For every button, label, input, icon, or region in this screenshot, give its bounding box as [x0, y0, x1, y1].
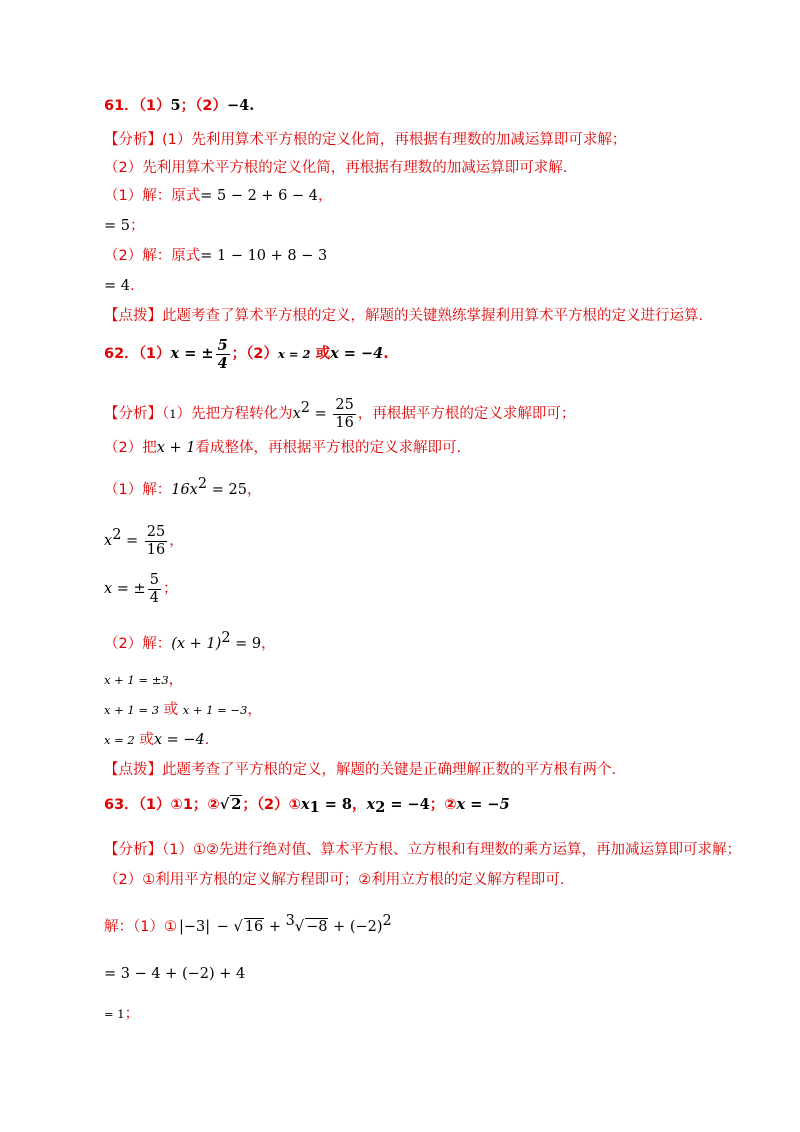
q62-solution-4: （2）解：$(x + 1)^2 = 9$，: [104, 630, 276, 652]
q62-solution-1: （1）解：$16x^2 = 25$，: [104, 476, 262, 498]
q61-solution-2-result: = 4.: [104, 278, 135, 294]
q62-answer: 62．（1）x = ± $\frac{5}{4}$ ；（2）x = 2 或x = −4.: [104, 336, 389, 372]
q61-solution-1-result: = 5；: [104, 218, 145, 234]
q62-answer-fraction: $\frac{5}{4}$: [217, 336, 228, 372]
q62-solution-3: x = ± $\frac{5}{4}$ ；: [104, 571, 178, 606]
q63-answer: 63．（1）①1；②√ 2；$(2)①x_1 = 8$，$x_2 = -4$；②x = −5: [104, 796, 510, 816]
q62-solution-6: x + 1 = 3 或 x + 1 = −3，: [104, 702, 262, 718]
q63-analysis-2: （2）①利用平方根的定义解方程即可；②利用立方根的定义解方程即可.: [104, 872, 565, 888]
q63-solution: 解：（1）① |−3| − √ $16 + ^3√ -8 + (-2)^2$: [104, 913, 392, 935]
sqrt-sign: √: [219, 796, 230, 813]
q61-analysis-1: 【分析】(1）先利用算术平方根的定义化简，再根据有理数的加减运算即可求解；: [104, 132, 627, 148]
q62-analysis-fraction: $\frac{25}{16}$: [335, 396, 354, 431]
q62-solution-fraction-1: $\frac{25}{16}$: [146, 523, 166, 558]
q61-analysis-2: （2）先利用算术平方根的定义化简，再根据有理数的加减运算即可求解.: [104, 160, 568, 176]
q63-step-1: = 3 − 4 + (−2) + 4: [104, 966, 246, 982]
q63-analysis-1: 【分析】（1）①②先进行绝对值、算术平方根、立方根和有理数的乘方运算，再加减运算即可求解；: [104, 842, 741, 858]
q61-solution-1: （1）解：原式= 5 − 2 + 6 − 4，: [104, 188, 333, 204]
q62-note: 【点拨】此题考查了平方根的定义，解题的关键是正确理解正数的平方根有两个.: [104, 762, 617, 778]
q62-solution-fraction-2: $\frac{5}{4}$: [149, 571, 159, 606]
abs-expression: |−3|: [178, 919, 211, 935]
q61-solution-2: （2）解：原式= 1 − 10 + 8 − 3: [104, 248, 328, 264]
q61-answer: 61．（1）5；（2）−4.: [104, 97, 255, 114]
q61-note: 【点拨】此题考查了算术平方根的定义，解题的关键熟练掌握利用算术平方根的定义进行运算.: [104, 308, 704, 324]
q62-solution-5: x + 1 = ±3，: [104, 672, 184, 688]
cbrt-sign: √: [294, 919, 305, 935]
q62-analysis-1: 【分析】（1）先把方程转化为$x^2$ = $\frac{25}{16}$ ，再根据平方根的定义求解即可；: [104, 396, 576, 431]
q63-step-2: = 1；: [104, 1006, 140, 1022]
q62-solution-7: x = 2 或x = −4.: [104, 732, 210, 748]
sqrt-sign: √: [233, 919, 243, 935]
q62-solution-2: $x^2$ = $\frac{25}{16}$ ，: [104, 523, 184, 558]
q62-analysis-2: （2）把x + 1看成整体，再根据平方根的定义求解即可.: [104, 440, 462, 456]
